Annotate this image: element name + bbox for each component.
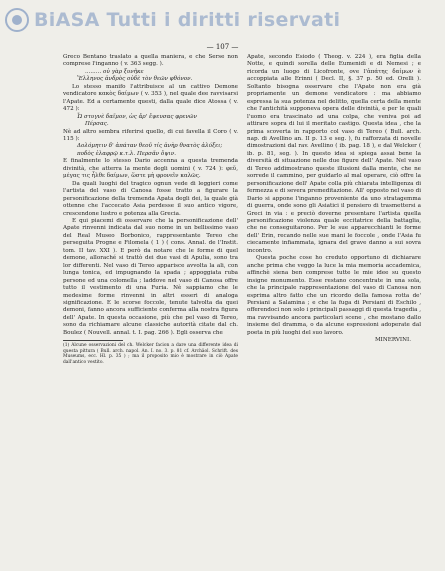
- footnote: (1) Alcune osservazioni del ch. Welcker facion a dare una differente idea di questa pittura ( Bull. arch. napol. An. I. no. 3. p. 81 cf. Archäol. Schrift. des Museums, ecc. Hl. p. 35 ) ; ma il proposito mio è mostrare in ciò Apate dall'antico vestito.: [63, 343, 238, 365]
- paragraph: E finalmente lo stesso Dario accenna a questa tremenda divinità, che atterra la mente degli uomini ( v. 724 ): φεῦ, μέγας τις ἦλθε δαίμων, ὥστε μὴ φρονεῖν καλῶς.: [63, 158, 238, 180]
- greek-quote: ποδὸς ἐλαφρῷ κ.τ.λ. Περσᾶν ὄψιν.: [77, 150, 177, 157]
- left-column: [63, 54, 238, 366]
- greek-quote: Ἕλληνος ἀνδρὸς οὐδὲ τὸν θεῶν φθόνον.: [77, 76, 193, 83]
- greek-quote: Πέρσας.: [85, 121, 109, 128]
- greek-quote: ......… οὐ γὰρ ξυνῆκε: [85, 68, 144, 75]
- paragraph: Greco Bentano traslato a quella maniera, e che Serse non comprese l'inganno ( v. 363 segg. ).: [63, 54, 238, 68]
- paragraph: Lo stesso manifo l'attribuisce al un cattivo Demone vendicatore κακὸς δαίμων ( v. 353 ), nel quale dee ravvisarsi l'Apate. Ed a certamente questi, dalla quale dice Atossa ( v. 472 ):: [63, 83, 238, 113]
- paragraph: Da quali luoghi del tragico ognun vede di leggieri come l'artista del vaso di Canosa fosse tratto a figurare la personificazione della tremenda Apata degli dei, la quale già ottenne che l'accecato Asia perdesse il suo antico vigore, crescendone lustro e potenza alla Grecia.: [63, 180, 238, 217]
- paragraph: Apate, secondo Esiodo ( Theog. v. 224 ), era figlia della Notte, e quindi sorella delle Eumenidi e di Nemesi ; e ricorda un luogo di Licofronte, ove l'ἀπάτης δαίμων è accoppiata alle Erinni ( Decl. II, §. 37 p. 50 ed. Orelli ). Soltanto bisogna osservare che l'Apate non era già propriamente un demone vendicatore : ma abbiamo espressa la sua potenza nel delitto, quella certa della mente che l'antichità supponeva opera delle divinità, e per le quali l'uomo era trascinato ad una colpa, che veniva poi ad attirare sopra di lui il meritato castigo. Questa idea , che la prima scoverta in rapporto col vaso di Tereo ( Bull. arch. nap. di Avellino an. II p. 13 e seg. ), fu rafforzata di novelle dimostrazioni dal rav. Avellino ( ib. pag. 18 ), e dal Welcker ( ib. p. 81, seg. ). In questo idea si spiega assai bene la diversità di situazione nelle due figure dell' Apate. Nel vaso di Tereo addimostrano queste illusioni dalla mente, che ne sorrede il cammino, per guidarlo al mal operare, ciò offre la personificazione dell' Apate colla più chiarata intelligenza di fermezza e di severa premeditazione. All' opposto nel vaso di Dario si appone l'inganno proveniente da uno stratagemma di guerra, onde sono gli Asiatici il pensiero di trasmettersi a Greci in via : e preciò doverne presentare l'artista quella personificazione violenza quale eccitatrice della battaglia, che ne conseguitarono. Per le sue apparecchianti le forme dell' Erin, recando nelle sue mani le foccole , onde l'Asia fu ciecamente infiammata, ignara del grave danno a sui sovra incontro.: [247, 54, 421, 254]
- paragraph: E qui piacemi di osservare che la personificazione dell' Apate rinvenni indicata dal suo nome in un bellissimo vaso del Real Museo Borbonico, rappresentante Tereo che perseguita Progne e Filomela ( 1 ) ( cons. Annal. de l'Instit. tom. II tav. XXI ). E però da notare che le forme di quel demone, alloraché si trattò dei due vasi di Apulia, sono tra lor differenti. Nel vaso di Tereo apparisce avvolta la ali, con lunga tonica, ed impugnando la spada ; appoggiata ruba persone ed una colomella ; laddove nel vaso di Canosa offre tutto il vestimento di una Furia. Nè sappiamo che le medesime forme rinvenni in altri esseri di analoga significazione. E le scorse foccole, tenute talvolta da quei demoni, fanno ancora sufficiente conferma alla nostra figura dell' Apate. In questa occasione, più che pel vaso di Tereo, sono da richiamare alcune classiche autorità citate dal ch. Boulez ( Nouvell. annal. t. I. pag. 266 ). Egli osserva che: [63, 217, 238, 336]
- greek-quote: Δολόμητιν δ' ἀπάταν θεοῦ τίς ἀνὴρ θνατὸς ἀλύξει;: [77, 143, 223, 150]
- watermark: [0, 0, 445, 40]
- greek-quote: Ὦ στυγνὲ δαῖμον, ὡς ἄρ' ἔψευσας φρενῶν: [77, 113, 197, 120]
- right-column: [247, 54, 421, 345]
- library-seal-icon: [4, 7, 30, 33]
- author-signature: MINERVINI.: [374, 337, 411, 344]
- page-number: — 107 —: [206, 43, 239, 51]
- watermark-text: BiASA Tutti i diritti riservati: [34, 9, 341, 31]
- paragraph: Nè ad altro sembra riferirsi quello, di cui favella il Coro ( v. 115 ):: [63, 128, 238, 142]
- footnote-rule: [63, 340, 123, 341]
- paragraph: Questa poche cose ho creduto opportuno di dichiarare anche prima che veggo la luce la mia memoria accademica, affinchè siena ben comprese tutte le mie idee su questo insigne monumento. Esse restano concentrate in una sola, che la principale rappresentazione del vaso di Canosa non esprima altro fatto che un ricordo della famosa rotta de' Persiani a Salamina ; e che la fuga di Persiani di Eschilo , offerendoci non solo i principali passaggi di questa tragedia , ma ravvisando ancora particolari scene , che mostano dallo insieme del dramma, o da alcune espressioni adoperate dal poeta in più luoghi del suo lavoro.: [247, 255, 421, 336]
